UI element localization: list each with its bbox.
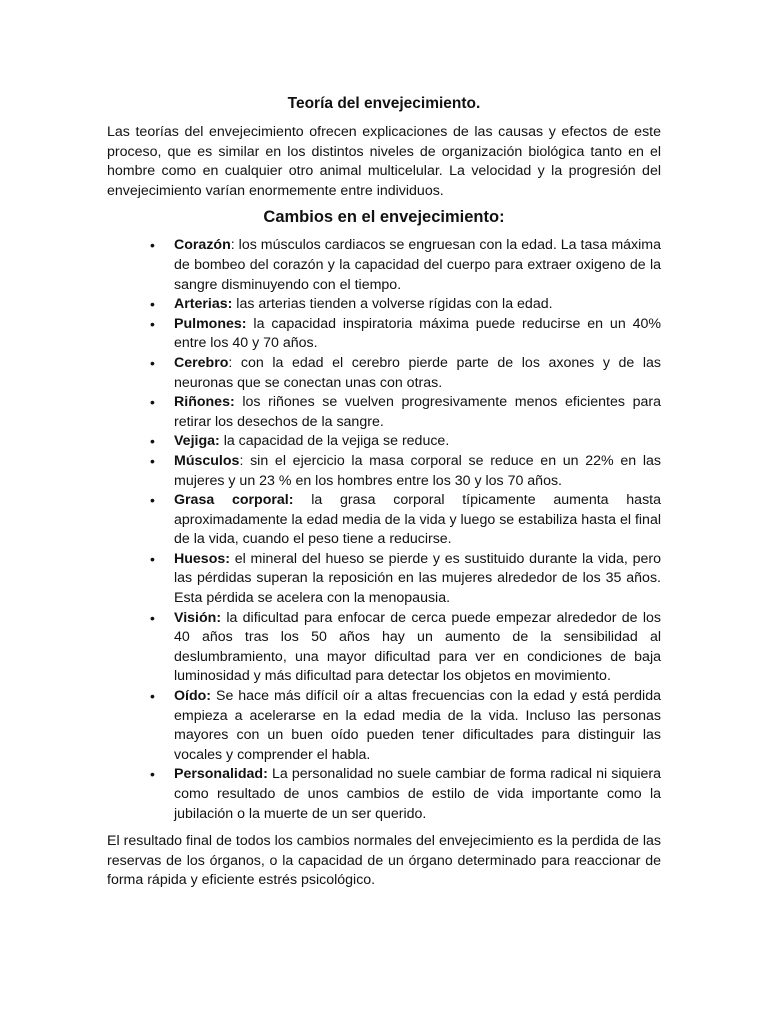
list-item bbox=[107, 354, 661, 393]
item-term: Músculos bbox=[174, 452, 240, 469]
item-term: Visión: bbox=[174, 609, 222, 626]
list-item bbox=[107, 432, 661, 452]
list-item bbox=[107, 393, 661, 432]
list-item bbox=[107, 315, 661, 354]
item-text: la capacidad de la vejiga se reduce. bbox=[219, 433, 450, 450]
bullet-icon: • bbox=[150, 766, 155, 783]
list-item bbox=[107, 452, 661, 491]
item-term: Personalidad: bbox=[174, 766, 268, 783]
item-text: el mineral del hueso se pierde y es sustituido durante la vida, pero las pérdidas superan la reposición en las mujeres alrededor de los 35 años. Esta pérdida se acelera con la menopausia. bbox=[174, 550, 661, 607]
document-title: Teoría del envejecimiento. bbox=[287, 95, 481, 112]
bullet-icon: • bbox=[150, 433, 155, 450]
list-item bbox=[107, 491, 661, 550]
item-term: Oído: bbox=[174, 688, 212, 705]
changes-list bbox=[107, 236, 661, 824]
bullet-icon: • bbox=[150, 609, 155, 626]
bullet-icon: • bbox=[150, 492, 155, 509]
list-item bbox=[107, 550, 661, 609]
section-title: Cambios en el envejecimiento: bbox=[263, 208, 505, 227]
item-text: Se hace más difícil oír a altas frecuencias con la edad y está perdida empieza a acelerarse en la edad media de la vida. Incluso las personas mayores con un buen oído pueden tener dificultades para distinguir las vocales y comprender el habla. bbox=[174, 688, 661, 763]
item-term: Huesos: bbox=[174, 550, 230, 567]
item-text: : con la edad el cerebro pierde parte de los axones y de las neuronas que se conectan unas con otras. bbox=[174, 354, 661, 391]
item-text: la dificultad para enfocar de cerca puede empezar alrededor de los 40 años tras los 50 años hay un aumento de la sensibilidad al deslumbramiento, una mayor dificultad para ver en condiciones de baja luminosidad y más dificultad para detectar los objetos en movimiento. bbox=[174, 609, 661, 685]
bullet-icon: • bbox=[150, 394, 155, 411]
list-item bbox=[107, 687, 661, 765]
item-text: : los músculos cardiacos se engruesan con la edad. La tasa máxima de bombeo del corazón y la capacidad del cuerpo para extraer oxigeno de la sangre disminuyendo con el tiempo. bbox=[174, 237, 661, 293]
item-term: Corazón bbox=[174, 237, 231, 254]
item-text: las arterias tienden a volverse rígidas con la edad. bbox=[232, 296, 553, 313]
item-term: Arterias: bbox=[174, 296, 233, 313]
bullet-icon: • bbox=[150, 550, 155, 567]
item-text: La personalidad no suele cambiar de forma radical ni siquiera como resultado de unos cambios de estilo de vida importante como la jubilación o la muerte de un ser querido. bbox=[174, 766, 661, 822]
document-page bbox=[107, 94, 661, 891]
bullet-icon: • bbox=[150, 452, 155, 469]
bullet-icon: • bbox=[150, 237, 155, 254]
bullet-icon: • bbox=[150, 688, 155, 705]
item-term: Riñones: bbox=[174, 394, 235, 411]
item-text: : sin el ejercicio la masa corporal se reduce en un 22% en las mujeres y un 23 % en los hombres entre los 30 y los 70 años. bbox=[174, 452, 661, 489]
list-item bbox=[107, 765, 661, 824]
bullet-icon: • bbox=[150, 315, 155, 332]
item-term: Pulmones: bbox=[174, 315, 247, 332]
item-text: los riñones se vuelven progresivamente menos eficientes para retirar los desechos de la sangre. bbox=[174, 394, 661, 430]
conclusion-paragraph: El resultado final de todos los cambios normales del envejecimiento es la perdida de las reservas de los órganos, o la capacidad de un órgano determinado para reaccionar de forma rápida y eficiente estrés psicológico. bbox=[107, 833, 661, 889]
bullet-icon: • bbox=[150, 296, 155, 313]
item-term: Cerebro bbox=[174, 354, 229, 371]
list-item bbox=[107, 609, 661, 687]
intro-paragraph: Las teorías del envejecimiento ofrecen explicaciones de las causas y efectos de este proceso, que es similar en los distintos niveles de organización biológica tanto en el hombre como en cualquier otro animal multicelular. La velocidad y la progresión del envejecimiento varían enormemente entre individuos. bbox=[107, 124, 661, 199]
list-item bbox=[107, 295, 661, 315]
item-term: Vejiga: bbox=[174, 433, 220, 450]
list-item bbox=[107, 236, 661, 295]
item-term: Grasa corporal: bbox=[174, 492, 294, 509]
bullet-icon: • bbox=[150, 354, 155, 371]
item-text: la grasa corporal típicamente aumenta hasta aproximadamente la edad media de la vida y luego se estabiliza hasta el final de la vida, cuando el peso tiene a reducirse. bbox=[174, 492, 661, 548]
item-text: la capacidad inspiratoria máxima puede reducirse en un 40% entre los 40 y 70 años. bbox=[174, 315, 661, 352]
